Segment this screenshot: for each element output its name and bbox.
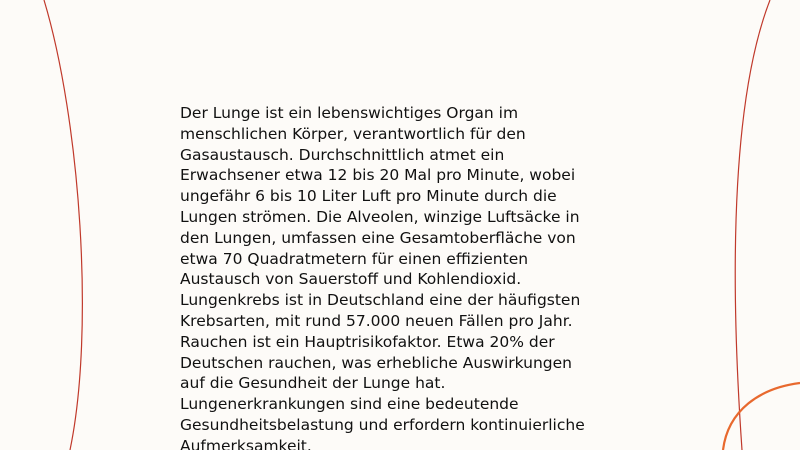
- text-line: Deutschen rauchen, was erhebliche Auswirkungen: [180, 353, 572, 372]
- text-line: Krebsarten, mit rund 57.000 neuen Fällen pro Jahr.: [180, 311, 573, 330]
- text-line: Aufmerksamkeit.: [180, 436, 312, 450]
- text-line: den Lungen, umfassen eine Gesamtoberfläche von: [180, 228, 576, 247]
- left-decorative-curve: [44, 0, 82, 450]
- text-line: Der Lunge ist ein lebenswichtiges Organ im: [180, 104, 519, 122]
- orange-accent-arc: [723, 383, 800, 450]
- text-line: Lungenerkrankungen sind eine bedeutende: [180, 395, 519, 414]
- text-line: Gasaustausch. Durchschnittlich atmet ein: [180, 145, 505, 164]
- right-decorative-curve: [735, 0, 770, 450]
- text-line: menschlichen Körper, verantwortlich für den: [180, 124, 526, 143]
- text-line: Lungen strömen. Die Alveolen, winzige Luftsäcke in: [180, 207, 580, 226]
- text-line: Rauchen ist ein Hauptrisikofaktor. Etwa 20% der: [180, 332, 555, 351]
- text-line: Austausch von Sauerstoff und Kohlendioxid.: [180, 270, 522, 289]
- text-line: Lungenkrebs ist in Deutschland eine der häufigsten: [180, 291, 581, 310]
- text-line: etwa 70 Quadratmetern für einen effizienten: [180, 249, 529, 268]
- body-text: [180, 103, 620, 450]
- text-line: auf die Gesundheit der Lunge hat.: [180, 374, 446, 393]
- text-line: ungefähr 6 bis 10 Liter Luft pro Minute durch die: [180, 187, 557, 206]
- text-line: Erwachsener etwa 12 bis 20 Mal pro Minute, wobei: [180, 166, 576, 185]
- text-line: Gesundheitsbelastung und erfordern kontinuierliche: [180, 415, 585, 434]
